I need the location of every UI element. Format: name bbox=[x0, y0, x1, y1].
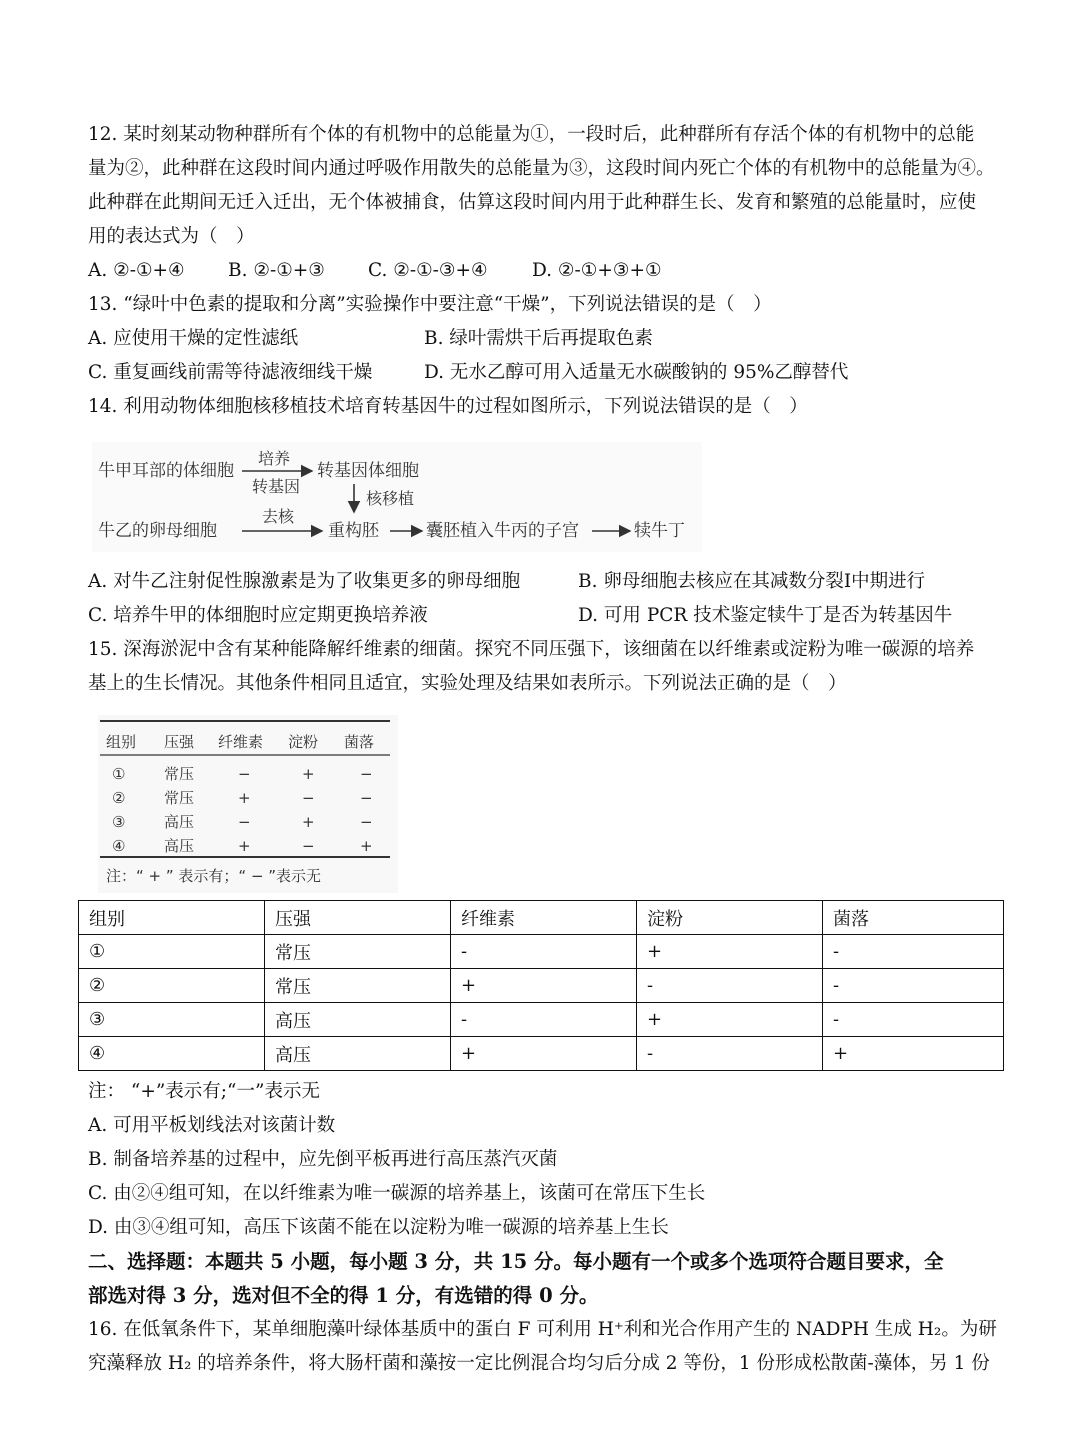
diagram-label-enucleate: 去核 bbox=[262, 507, 295, 526]
table-cell: + bbox=[637, 935, 823, 969]
q12-option-a: A. ②-①+④ bbox=[88, 260, 185, 281]
table-cell: 高压 bbox=[265, 1003, 451, 1037]
table-cell: - bbox=[823, 1003, 1004, 1037]
q12-line-3: 此种群在此期间无迁入迁出，无个体被捕食，估算这段时间内用于此种群生长、发育和繁殖的总能量时，应使 bbox=[88, 192, 977, 213]
q14-option-a: A. 对牛乙注射促性腺激素是为了收集更多的卵母细胞 bbox=[88, 571, 521, 592]
q15-table-note: 注： “+”表示有;“一”表示无 bbox=[88, 1081, 320, 1102]
q15-line-2: 基上的生长情况。其他条件相同且适宜，实验处理及结果如表所示。下列说法正确的是（ ） bbox=[88, 673, 847, 694]
img-cell: + bbox=[302, 765, 315, 783]
q13-option-d: D. 无水乙醇可用入适量无水碳酸钠的 95%乙醇替代 bbox=[424, 362, 849, 383]
q12-option-b: B. ②-①+③ bbox=[228, 260, 325, 281]
q12-line-2: 量为②，此种群在这段时间内通过呼吸作用散失的总能量为③，这段时间内死亡个体的有机物中的总能量为④。 bbox=[88, 158, 995, 179]
img-cell: + bbox=[360, 837, 373, 855]
table-row bbox=[79, 969, 1004, 1003]
img-th-pressure: 压强 bbox=[164, 733, 195, 751]
img-cell: − bbox=[302, 837, 315, 855]
q14-flow-diagram bbox=[92, 442, 702, 552]
table-cell: 高压 bbox=[265, 1037, 451, 1071]
table-row bbox=[79, 935, 1004, 969]
img-cell: ④ bbox=[112, 837, 126, 855]
table-header-row bbox=[79, 901, 1004, 935]
img-cell: − bbox=[360, 765, 373, 783]
img-cell: 常压 bbox=[164, 765, 195, 783]
q14-option-c: C. 培养牛甲的体细胞时应定期更换培养液 bbox=[88, 605, 428, 626]
table-cell: + bbox=[823, 1037, 1004, 1071]
diagram-node-reconstructed-embryo: 重构胚 bbox=[328, 521, 379, 541]
table-header-cell: 压强 bbox=[265, 901, 451, 935]
q13-option-c: C. 重复画线前需等待滤液细线干燥 bbox=[88, 362, 373, 383]
img-cell: ③ bbox=[112, 813, 126, 831]
table-cell: + bbox=[451, 1037, 637, 1071]
q13-option-a: A. 应使用干燥的定性滤纸 bbox=[88, 328, 299, 349]
table-row bbox=[79, 1037, 1004, 1071]
table-cell: 常压 bbox=[265, 969, 451, 1003]
table-header-cell: 菌落 bbox=[823, 901, 1004, 935]
q13-line: 13. “绿叶中色素的提取和分离”实验操作中要注意“干燥”，下列说法错误的是（ ） bbox=[88, 294, 772, 315]
table-cell: - bbox=[637, 969, 823, 1003]
section-2-heading-line-2: 部选对得 3 分，选对但不全的得 1 分，有选错的得 0 分。 bbox=[88, 1284, 599, 1307]
table-header-cell: 淀粉 bbox=[637, 901, 823, 935]
diagram-node-blastocyst-transfer: 囊胚植入牛丙的子宫 bbox=[426, 521, 579, 541]
table-cell: - bbox=[451, 1003, 637, 1037]
table-cell: + bbox=[637, 1003, 823, 1037]
q13-option-b: B. 绿叶需烘干后再提取色素 bbox=[424, 328, 653, 349]
table-cell: ③ bbox=[79, 1003, 265, 1037]
img-cell: ② bbox=[112, 789, 126, 807]
img-cell: − bbox=[238, 813, 251, 831]
q15-option-c: C. 由②④组可知，在以纤维素为唯一碳源的培养基上，该菌可在常压下生长 bbox=[88, 1183, 706, 1204]
q15-results-table bbox=[78, 900, 1004, 1071]
diagram-node-cow-a-somatic: 牛甲耳部的体细胞 bbox=[98, 461, 234, 481]
img-th-colony: 菌落 bbox=[344, 733, 375, 751]
table-cell: - bbox=[823, 935, 1004, 969]
diagram-node-calf-d: 犊牛丁 bbox=[634, 521, 685, 541]
table-cell: - bbox=[637, 1037, 823, 1071]
q16-line-2: 究藻释放 H₂ 的培养条件，将大肠杆菌和藻按一定比例混合均匀后分成 2 等份，1 份形成松散菌-藻体，另 1 份 bbox=[88, 1353, 990, 1374]
table-header-cell: 纤维素 bbox=[451, 901, 637, 935]
img-th-cellulose: 纤维素 bbox=[218, 733, 264, 751]
img-table-note: 注：“ + ” 表示有；“ − ”表示无 bbox=[106, 867, 322, 885]
q12-line-4: 用的表达式为（ ） bbox=[88, 226, 255, 247]
diagram-label-transgene: 转基因 bbox=[252, 477, 301, 496]
q12-option-c: C. ②-①-③+④ bbox=[368, 260, 488, 281]
table-row bbox=[79, 1003, 1004, 1037]
table-cell: + bbox=[451, 969, 637, 1003]
q16-line-1: 16. 在低氧条件下，某单细胞藻叶绿体基质中的蛋白 F 可利用 H⁺利和光合作用产生的 NADPH 生成 H₂。为研 bbox=[88, 1319, 997, 1340]
img-cell: − bbox=[238, 765, 251, 783]
q15-option-a: A. 可用平板划线法对该菌计数 bbox=[88, 1115, 336, 1136]
table-cell: 常压 bbox=[265, 935, 451, 969]
table-cell: - bbox=[451, 935, 637, 969]
img-cell: 常压 bbox=[164, 789, 195, 807]
q15-option-b: B. 制备培养基的过程中，应先倒平板再进行高压蒸汽灭菌 bbox=[88, 1149, 558, 1170]
q15-scanned-table-image bbox=[98, 715, 398, 893]
q14-option-b: B. 卵母细胞去核应在其减数分裂Ⅰ中期进行 bbox=[578, 571, 926, 592]
q14-line: 14. 利用动物体细胞核移植技术培育转基因牛的过程如图所示，下列说法错误的是（ ） bbox=[88, 396, 808, 417]
q12-option-d: D. ②-①+③+① bbox=[532, 260, 662, 281]
q15-line-1: 15. 深海淤泥中含有某种能降解纤维素的细菌。探究不同压强下，该细菌在以纤维素或淀粉为唯一碳源的培养 bbox=[88, 639, 975, 660]
table-cell: ① bbox=[79, 935, 265, 969]
img-cell: + bbox=[238, 789, 251, 807]
diagram-node-cow-b-oocyte: 牛乙的卵母细胞 bbox=[98, 521, 217, 541]
img-cell: 高压 bbox=[164, 813, 195, 831]
img-cell: ① bbox=[112, 765, 126, 783]
q14-option-d: D. 可用 PCR 技术鉴定犊牛丁是否为转基因牛 bbox=[578, 605, 953, 626]
section-2-heading-line-1: 二、选择题：本题共 5 小题，每小题 3 分，共 15 分。每小题有一个或多个选项符合题目要求，全 bbox=[88, 1250, 944, 1273]
table-cell: - bbox=[823, 969, 1004, 1003]
img-cell: + bbox=[302, 813, 315, 831]
img-cell: 高压 bbox=[164, 837, 195, 855]
table-cell: ④ bbox=[79, 1037, 265, 1071]
diagram-label-nuclear-transfer: 核移植 bbox=[366, 489, 415, 508]
diagram-label-culture: 培养 bbox=[258, 449, 291, 468]
img-cell: − bbox=[302, 789, 315, 807]
diagram-node-transgenic-cell: 转基因体细胞 bbox=[317, 461, 419, 481]
q12-line-1: 12. 某时刻某动物种群所有个体的有机物中的总能量为①，一段时后，此种群所有存活个体的有机物中的总能 bbox=[88, 124, 975, 145]
img-cell: − bbox=[360, 789, 373, 807]
q15-option-d: D. 由③④组可知，高压下该菌不能在以淀粉为唯一碳源的培养基上生长 bbox=[88, 1217, 669, 1238]
img-th-starch: 淀粉 bbox=[288, 733, 319, 751]
img-cell: − bbox=[360, 813, 373, 831]
table-header-cell: 组别 bbox=[79, 901, 265, 935]
img-cell: + bbox=[238, 837, 251, 855]
img-th-group: 组别 bbox=[106, 733, 137, 751]
table-cell: ② bbox=[79, 969, 265, 1003]
